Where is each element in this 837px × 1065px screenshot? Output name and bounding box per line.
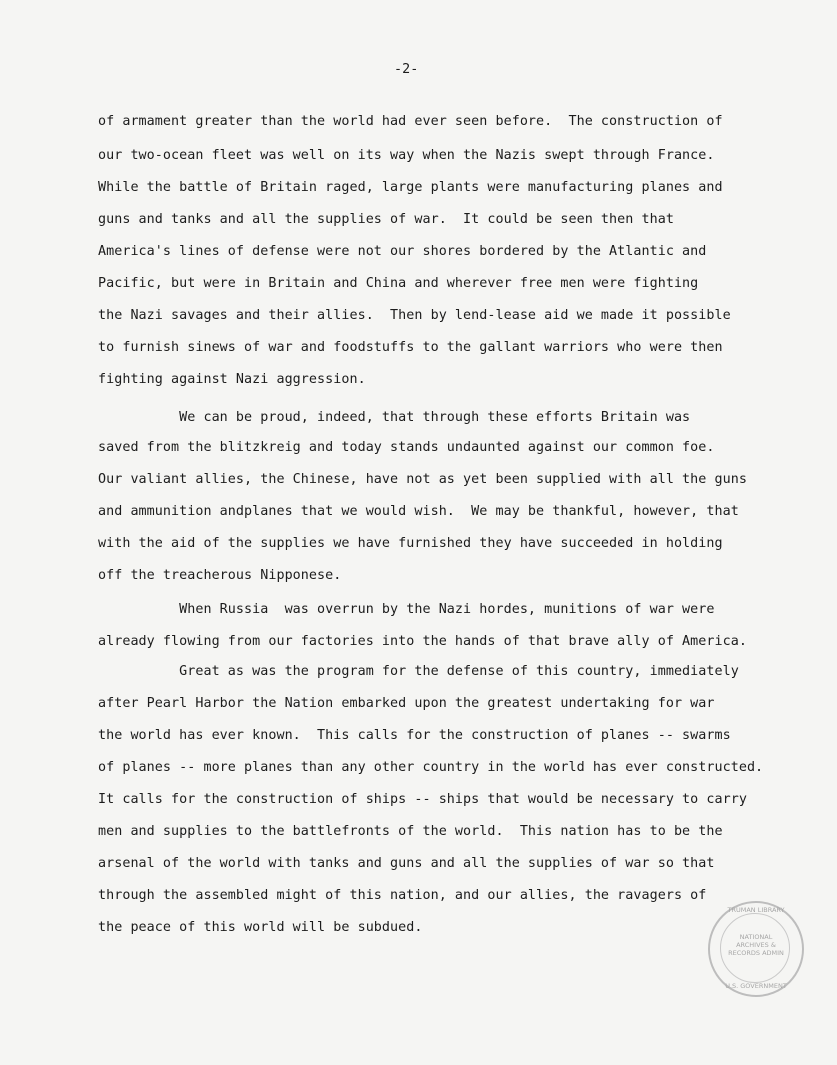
text-line: the Nazi savages and their allies. Then by lend-lease aid we made it possible	[98, 308, 731, 323]
text-line: the peace of this world will be subdued.	[98, 920, 423, 935]
text-line: already flowing from our factories into the hands of that brave ally of America.	[98, 634, 747, 649]
text-line: saved from the blitzkreig and today stands undaunted against our common foe.	[98, 440, 715, 455]
text-line: men and supplies to the battlefronts of the world. This nation has to be the	[98, 824, 723, 839]
text-line: off the treacherous Nipponese.	[98, 568, 342, 583]
text-line: our two-ocean fleet was well on its way when the Nazis swept through France.	[98, 148, 715, 163]
text-line: fighting against Nazi aggression.	[98, 372, 366, 387]
stamp-text-mid: NATIONAL ARCHIVES & RECORDS ADMIN	[728, 933, 784, 957]
text-line: and ammunition andplanes that we would wish. We may be thankful, however, that	[98, 504, 739, 519]
text-line: after Pearl Harbor the Nation embarked upon the greatest undertaking for war	[98, 696, 715, 711]
page-number: -2-	[394, 62, 419, 77]
text-line: Great as was the program for the defense of this country, immediately	[98, 664, 739, 679]
text-line: When Russia was overrun by the Nazi hordes, munitions of war were	[98, 602, 715, 617]
text-line: We can be proud, indeed, that through these efforts Britain was	[98, 410, 691, 425]
text-line: of planes -- more planes than any other country in the world has ever constructed.	[98, 760, 764, 775]
text-line: through the assembled might of this nation, and our allies, the ravagers of	[98, 888, 707, 903]
text-line: guns and tanks and all the supplies of war. It could be seen then that	[98, 212, 674, 227]
archive-stamp	[708, 901, 804, 997]
stamp-text-bottom: U.S. GOVERNMENT	[725, 982, 787, 990]
text-line: with the aid of the supplies we have furnished they have succeeded in holding	[98, 536, 723, 551]
text-line: It calls for the construction of ships -- ships that would be necessary to carry	[98, 792, 747, 807]
text-line: America's lines of defense were not our shores bordered by the Atlantic and	[98, 244, 707, 259]
text-line: Our valiant allies, the Chinese, have not as yet been supplied with all the guns	[98, 472, 747, 487]
text-line: of armament greater than the world had ever seen before. The construction of	[98, 114, 723, 129]
text-line: While the battle of Britain raged, large plants were manufacturing planes and	[98, 180, 723, 195]
text-line: to furnish sinews of war and foodstuffs to the gallant warriors who were then	[98, 340, 723, 355]
text-line: arsenal of the world with tanks and guns and all the supplies of war so that	[98, 856, 715, 871]
stamp-text-top: TRUMAN LIBRARY	[727, 906, 785, 914]
text-line: the world has ever known. This calls for the construction of planes -- swarms	[98, 728, 731, 743]
text-line: Pacific, but were in Britain and China and wherever free men were fighting	[98, 276, 699, 291]
